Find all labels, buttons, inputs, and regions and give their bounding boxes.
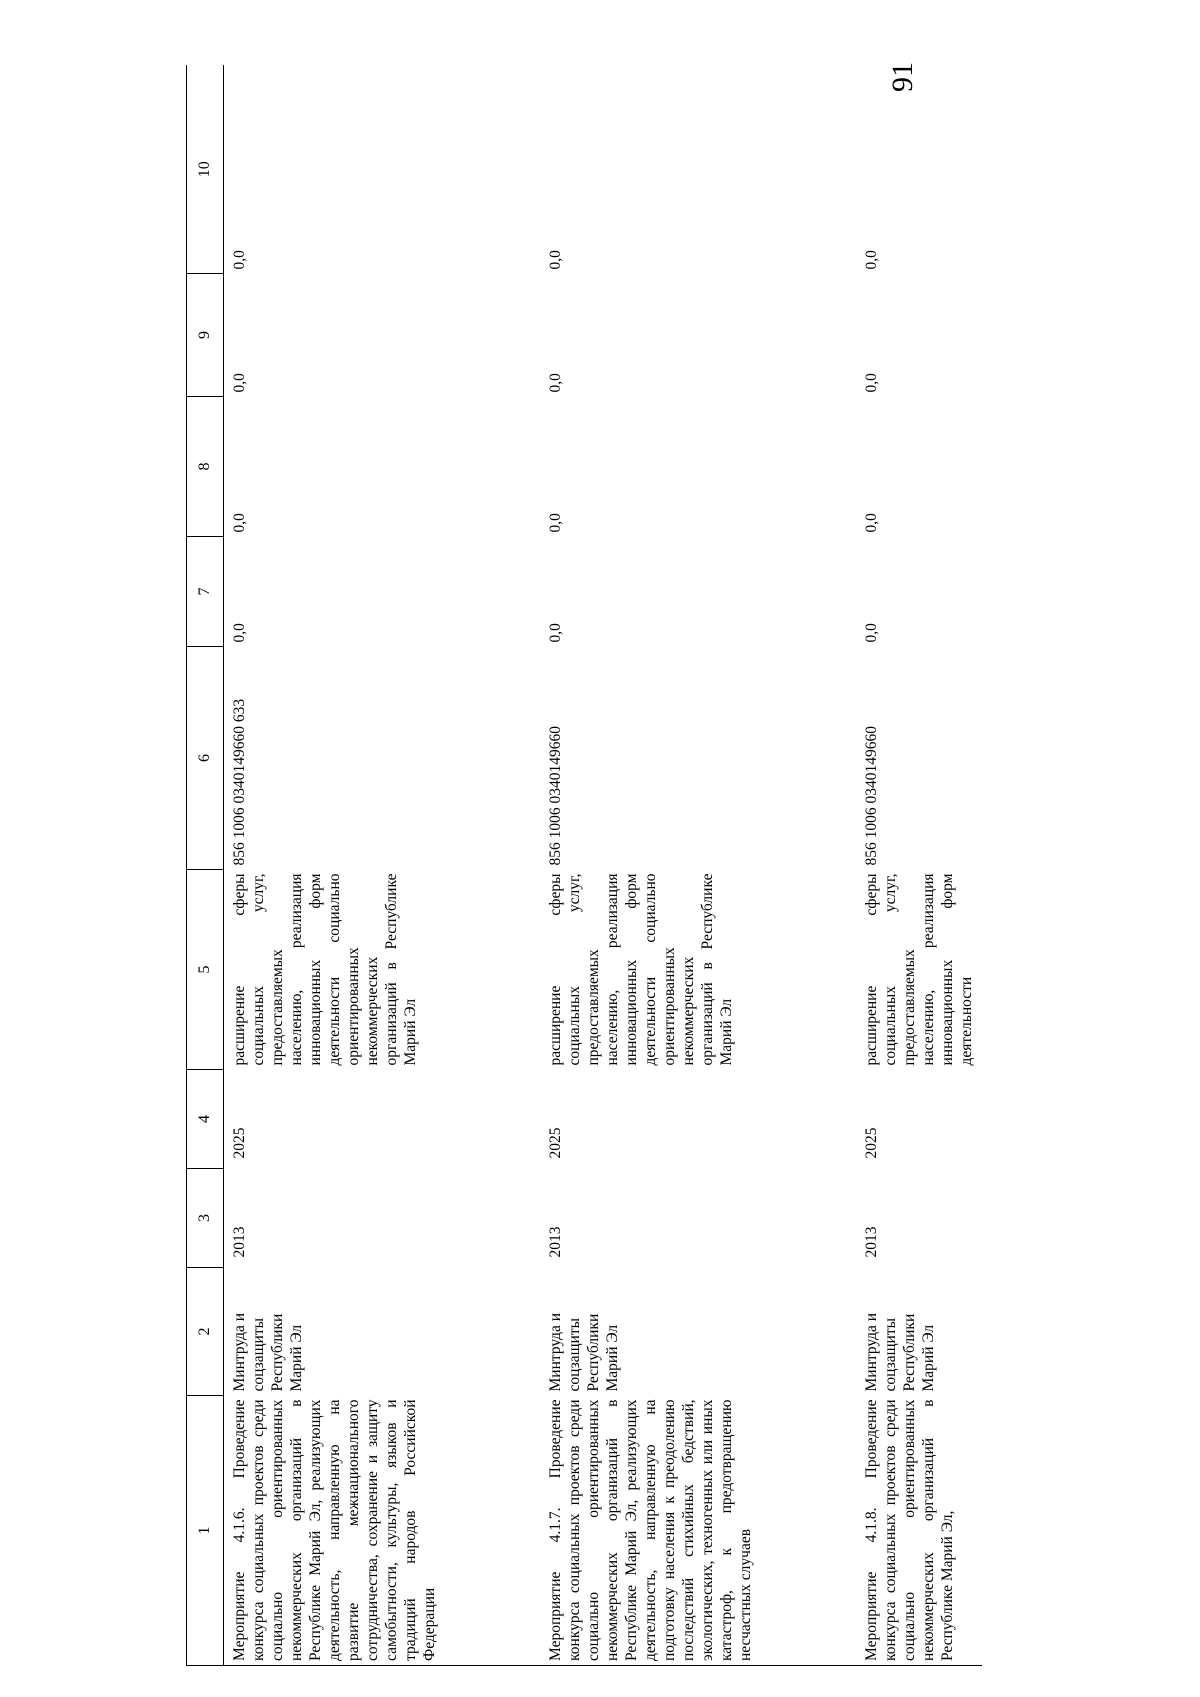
value-col-10: 0,0 [547, 250, 564, 270]
value-col-8: 0,0 [863, 513, 880, 533]
table-row [540, 66, 856, 1666]
table-row [224, 66, 541, 1666]
rotated-table-container [186, 66, 986, 1666]
value-col-9: 0,0 [863, 373, 880, 393]
value-col-7: 0,0 [547, 623, 564, 643]
value-col-8: 0,0 [231, 513, 248, 533]
header-col-4: 4 [187, 1070, 224, 1169]
measure-description: Мероприятие 4.1.8. Проведение конкурса социальных проектов среди социально ориентированных некоммерческих организаций в Республике Марий Эл, [856, 1396, 982, 1666]
end-year: 2025 [863, 1127, 880, 1159]
measures-table [186, 66, 982, 1667]
page-number: 91 [886, 62, 919, 92]
table-header [187, 66, 224, 1666]
budget-code: 856 1006 0340149660 [547, 726, 564, 866]
header-col-1: 1 [187, 1396, 224, 1666]
table-row [856, 66, 982, 1666]
header-col-6: 6 [187, 647, 224, 870]
value-col-8: 0,0 [547, 513, 564, 533]
header-col-7: 7 [187, 537, 224, 647]
header-col-5: 5 [187, 870, 224, 1070]
header-col-9: 9 [187, 274, 224, 397]
value-col-9: 0,0 [231, 373, 248, 393]
value-col-10: 0,0 [863, 250, 880, 270]
end-year: 2025 [547, 1127, 564, 1159]
measure-description: Мероприятие 4.1.7. Проведение конкурса социальных проектов среди социально ориентированных некоммерческих организаций в Республике Марий Эл, реализующих деятельность, направленную на подготовку населения к преодолению последствий стихийных бедствий, экологических, техногенных или иных катастроф, к предотвращению несчастных случаев [540, 1396, 856, 1666]
expected-result: расширение сферы социальных услуг, предоставляемых населению, реализация инновационных форм деятельности социально ориентированных некоммерческих организаций в Республике Марий Эл [547, 873, 735, 1066]
header-col-3: 3 [187, 1169, 224, 1268]
end-year: 2025 [231, 1127, 248, 1159]
executor: Минтруда и соцзащиты Республики Марий Эл [231, 1312, 305, 1392]
start-year: 2013 [863, 1226, 880, 1258]
value-col-7: 0,0 [231, 623, 248, 643]
executor: Минтруда и соцзащиты Республики Марий Эл [863, 1312, 937, 1392]
value-col-9: 0,0 [547, 373, 564, 393]
expected-result: расширение сферы социальных услуг, предоставляемых населению, реализация инновационных форм деятельности социально ориентированных некоммерческих организаций в Республике Марий Эл [231, 873, 419, 1066]
value-col-10: 0,0 [231, 250, 248, 270]
header-col-10: 10 [187, 66, 224, 274]
start-year: 2013 [231, 1226, 248, 1258]
header-col-8: 8 [187, 397, 224, 537]
start-year: 2013 [547, 1226, 564, 1258]
header-col-2: 2 [187, 1268, 224, 1396]
value-col-7: 0,0 [863, 623, 880, 643]
expected-result: расширение сферы социальных услуг, предоставляемых населению, реализация инновационных форм деятельности [863, 873, 975, 1066]
budget-code: 856 1006 0340149660 [863, 726, 880, 866]
budget-code: 856 1006 0340149660 633 [231, 698, 248, 866]
measure-description: Мероприятие 4.1.6. Проведение конкурса социальных проектов среди социально ориентированных некоммерческих организаций в Республике Марий Эл, реализующих деятельность, направленную на развитие межнационального сотрудничества, сохранение и защиту самобытности, культуры, языков и традиций народов Российской Федерации [224, 1396, 541, 1666]
executor: Минтруда и соцзащиты Республики Марий Эл [547, 1312, 621, 1392]
